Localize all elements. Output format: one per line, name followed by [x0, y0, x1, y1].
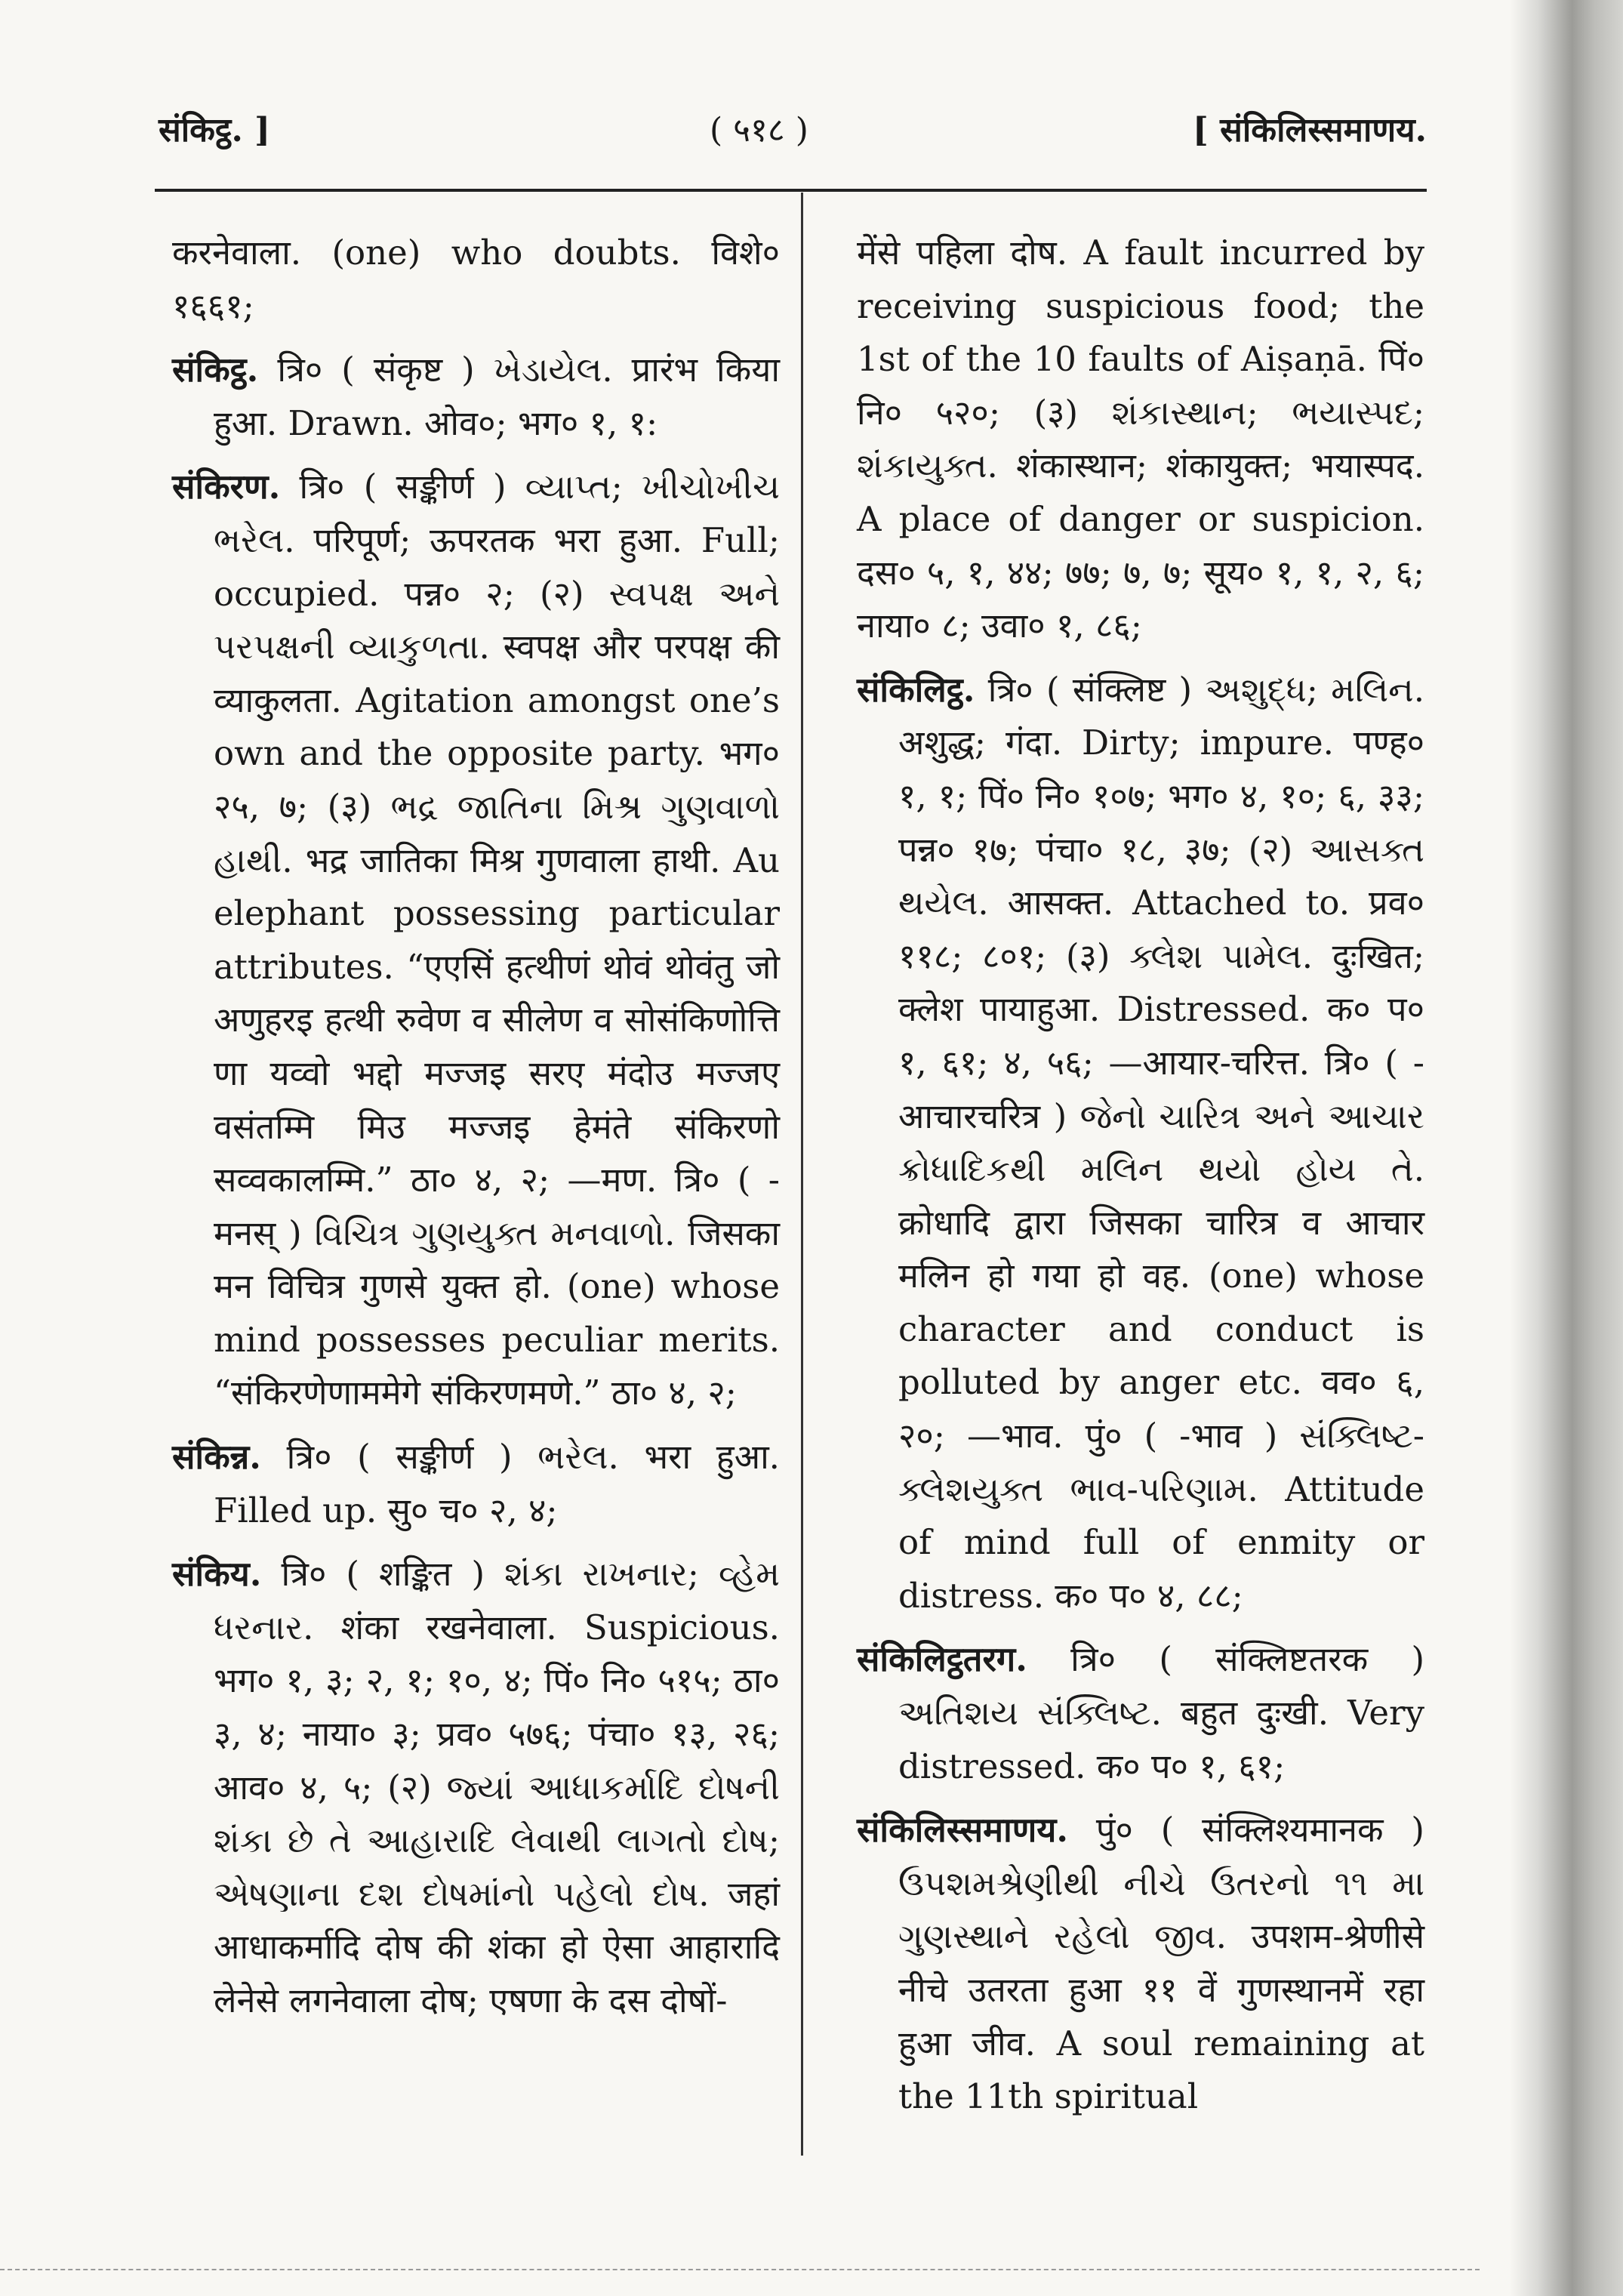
headword: संकिट्ठ. — [172, 350, 259, 390]
right-column — [857, 227, 1424, 2134]
dictionary-entry: संकिरण. त्रि० ( सङ्कीर्ण ) વ્યાપ્ત; ખીચોખીચ ભરેલ. परिपूर्ण; ऊपरतक भरा हुआ. Full; occupied. पन्न० २; (२) સ્વપક્ષ અને પરપક્ષની વ્યાકુળતા. स्वपक्ष और परपक्ष की व्याकुलता. Agitation amongst one’s own and the opposite party. भग० २५, ७; (३) ભદ્ર જાતિના મિશ્ર ગુણવાળો હાથી. भद्र जातिका मिश्र गुणवाला हाथी. Au elephant possessing particular attributes. “एएसिं हत्थीणं थोवं थोवंतु जो अणुहरइ हत्थी रुवेण व सीलेण व सोसंकिणोत्ति णा यव्वो भद्दो मज्जइ सरए मंदोउ मज्जए वसंतम्मि मिउ मज्जइ हेमंते संकिरणो सव्वकालम्मि.” ठा० ४, २; —मण. त्रि० ( -मनस् ) વિચિત્ર ગુણયુક્ત મનવાળો. जिसका मन विचित्र गुणसे युक्त हो. (one) whose mind possesses peculiar merits. “संकिरणेणाममेगे संकिरणमणे.” ठा० ४, २; — [172, 467, 780, 1413]
header-left-guide-word: संकिट्ठ. ] — [159, 111, 270, 149]
dictionary-entry: संकिन्न. त्रि० ( सङ्कीर्ण ) ભરેલ. भरा हुआ. Filled up. सु० च० २, ४; — [172, 1437, 780, 1530]
header-rule — [155, 189, 1427, 192]
page-header — [159, 106, 1427, 151]
headword: संकिलिट्ठतरग. — [857, 1639, 1027, 1680]
header-right-guide-word: [ संकिलिस्समाणय. — [1193, 111, 1427, 149]
headword: संकिय. — [172, 1554, 262, 1595]
page-number: ( ५१८ ) — [710, 111, 808, 149]
dictionary-entry: संकिलिट्ठ. त्रि० ( संक्लिष्ट ) અશુદ્ધ; મલિન. अशुद्ध; गंदा. Dirty; impure. पण्ह० १, १; पिं० नि० १०७; भग० ४, १०; ६, ३३; पन्न० १७; पंचा० १८, ३७; (२) આસક્ત થયેલ. आसक्त. Attached to. प्रव० ११८; ८०१; (३) ક્લેશ પામેલ. दुःखित; क्लेश पायाहुआ. Distressed. क० प० १, ६१; ४, ५६; —आयार-चरित्त. त्रि० ( -आचारचरित्र ) જેનો ચારિત્ર અને આચાર ક્રોધાદિકથી મલિન થયો હોય તે. क्रोधादि द्वारा जिसका चारित्र व आचार मलिन हो गया हो वह. (one) whose character and conduct is polluted by anger etc. वव० ६, २०; —भाव. पुं० ( -भाव ) સંક્લિષ્ટ-ક્લેશયુક્ત ભાવ-પરિણામ. Attitude of mind full of enmity or distress. क० प० ४, ८८; — [857, 669, 1424, 1616]
left-column — [172, 227, 780, 2039]
dictionary-entry: संकिय. त्रि० ( शङ्कित ) શંકા રાખનાર; વ્હેમ ધરનાર. शंका रखनेवाला. Suspicious. भग० १, ३; २, १; १०, ४; पिं० नि० ५१५; ठा० ३, ४; नाया० ३; प्रव० ५७६; पंचा० १३, २६; आव० ४, ५; (२) જ્યાં આધાકર્માદિ દોષની શંકા છે તે આહારાદિ લેવાથી લાગતો દોષ; એષણાના દશ દોષમાંનો પહેલો દોષ. जहां आधाकर्मादि दोष की शंका हो ऐसा आहारादि लेनेसे लगनेवाला दोष; एषणा के दस दोषों- — [172, 1554, 780, 2020]
dictionary-entry: करनेवाला. (one) who doubts. विशे० १६६१; — [172, 233, 780, 326]
headword: संकिलिट्ठ. — [857, 669, 975, 710]
headword: संकिलिस्समाणय. — [857, 1810, 1069, 1851]
dictionary-entry: संकिलिट्ठतरग. त्रि० ( संक्लिष्टतरक ) અતિશય સંક્લિષ્ટ. बहुत दुःखी. Very distressed. क० प० १, ६१; — [857, 1639, 1424, 1786]
dictionary-entry: मेंसे पहिला दोष. A fault incurred by receiving suspicious food; the 1st of the 10 faults of Aiṣaṇā. पिं० नि० ५२०; (३) શંકાસ્થાન; ભયાસ્પદ; શંકાયુક્ત. शंकास्थान; शंकायुक्त; भयास्पद. A place of danger or suspicion. दस० ५, १, ४४; ७७; ७, ७; सूय० १, १, २, ६; नाया० ८; उवा० १, ८६; — [857, 233, 1424, 646]
scan-shadow-edge — [1510, 0, 1623, 2296]
dictionary-entry: संकिट्ठ. त्रि० ( संकृष्ट ) ખેડાયેલ. प्रारंभ किया हुआ. Drawn. ओव०; भग० १, १: — [172, 350, 780, 443]
column-divider — [801, 193, 803, 2156]
headword: संकिन्न. — [172, 1437, 261, 1478]
dictionary-entry: संकिलिस्समाणय. पुं० ( संक्लिश्यमानक ) ઉપશમશ્રેણીથી નીચે ઉતરનો ૧૧ મા ગુણસ્થાને રહેલો જીવ. उपशम-श्रेणीसे नीचे उतरता हुआ ११ वें गुणस्थानमें रहा हुआ जीव. A soul remaining at the 11th spiritual — [857, 1810, 1424, 2117]
headword: संकिरण. — [172, 467, 281, 507]
page-bottom-edge — [0, 2269, 1480, 2272]
